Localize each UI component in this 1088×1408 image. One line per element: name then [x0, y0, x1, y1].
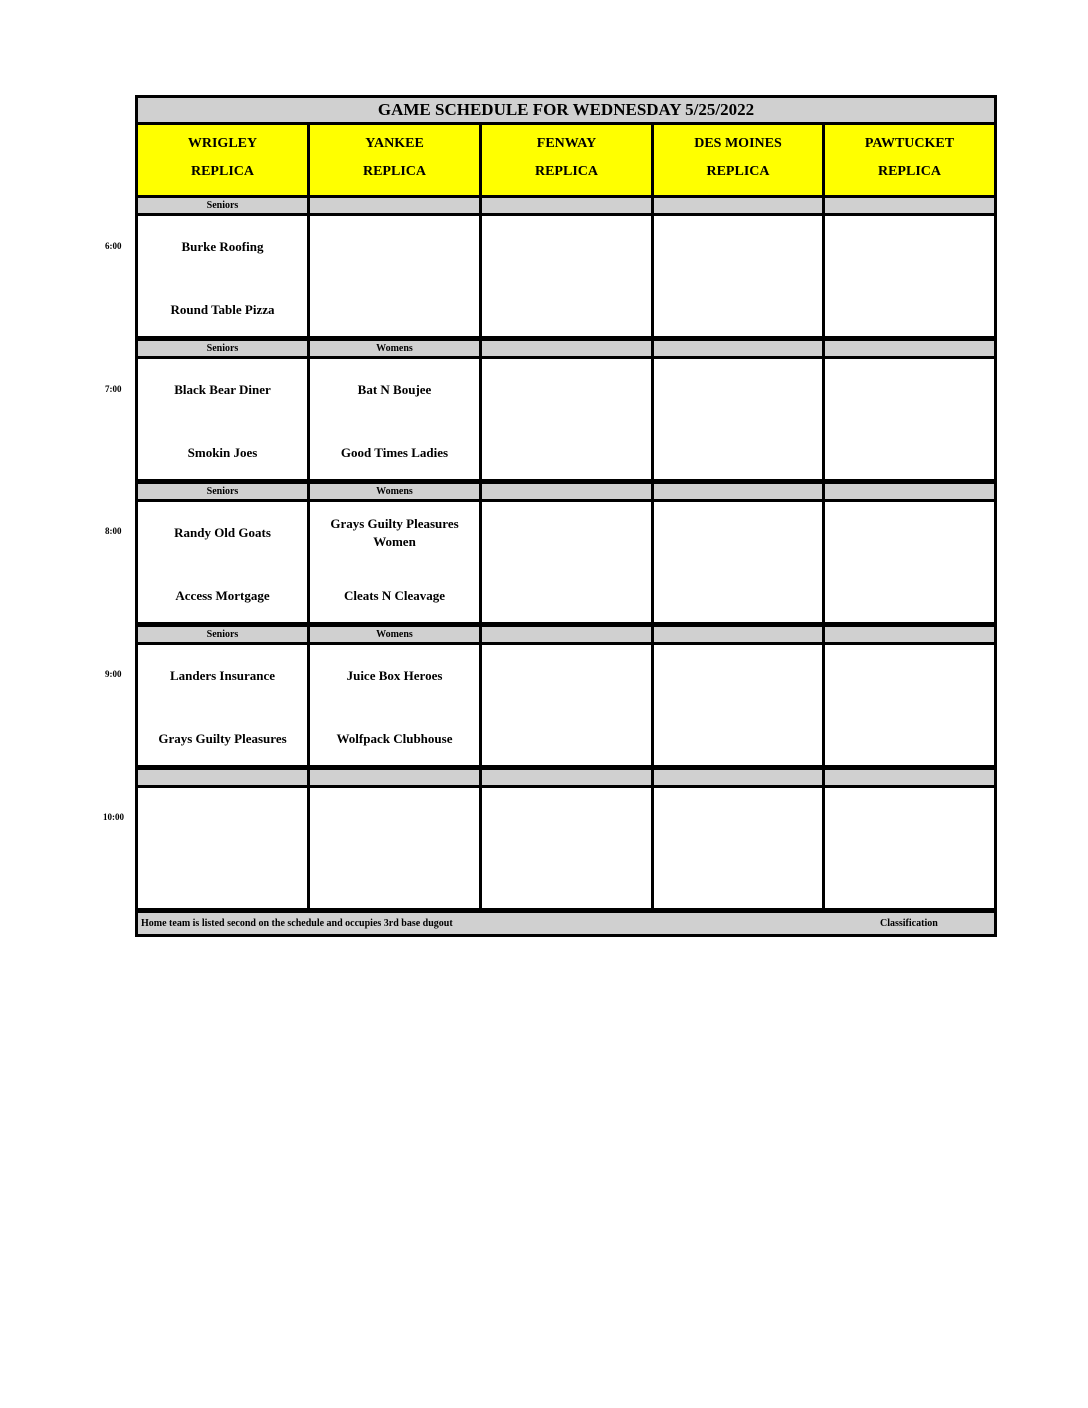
away-team: Grays Guilty Pleasures Women	[330, 516, 459, 549]
classification-bar	[482, 627, 651, 642]
game-cell	[825, 502, 994, 622]
classification-bar: Womens	[310, 484, 479, 499]
game-cell	[482, 359, 651, 479]
time-slot-label: 9:00	[105, 669, 122, 679]
away-team: Juice Box Heroes	[346, 668, 443, 683]
away-team: Burke Roofing	[181, 239, 264, 254]
field-name: PAWTUCKET	[864, 136, 955, 151]
classification-bar	[825, 341, 994, 356]
classification-bar: Seniors	[138, 484, 307, 499]
field-type: REPLICA	[534, 164, 598, 179]
classification-bar	[138, 770, 307, 785]
field-type: REPLICA	[706, 164, 770, 179]
away-team: Bat N Boujee	[357, 382, 432, 397]
classification-bar	[825, 627, 994, 642]
game-cell	[482, 502, 651, 622]
game-cell	[310, 788, 479, 908]
away-team: Landers Insurance	[169, 668, 276, 683]
home-team: Access Mortgage	[175, 588, 270, 603]
game-cell	[654, 788, 822, 908]
classification-bar	[654, 341, 822, 356]
classification-bar: Seniors	[138, 341, 307, 356]
field-type: REPLICA	[362, 164, 426, 179]
classification-bar	[482, 770, 651, 785]
field-name: YANKEE	[365, 136, 424, 151]
field-header	[138, 125, 307, 195]
home-team: Grays Guilty Pleasures	[158, 731, 287, 746]
game-cell	[654, 645, 822, 765]
home-team: Good Times Ladies	[340, 445, 449, 460]
home-team: Wolfpack Clubhouse	[336, 731, 453, 746]
game-cell	[310, 645, 479, 765]
game-cell	[138, 502, 307, 622]
game-cell	[138, 645, 307, 765]
game-cell	[138, 216, 307, 336]
field-header	[310, 125, 479, 195]
classification-bar	[654, 627, 822, 642]
game-cell	[654, 502, 822, 622]
classification-bar: Womens	[310, 627, 479, 642]
schedule-footer	[138, 913, 994, 934]
classification-bar: Womens	[310, 341, 479, 356]
classification-bar	[654, 198, 822, 213]
classification-bar	[310, 770, 479, 785]
field-type: REPLICA	[877, 164, 941, 179]
classification-bar	[482, 484, 651, 499]
game-cell	[654, 216, 822, 336]
game-cell	[310, 359, 479, 479]
field-type: REPLICA	[190, 164, 254, 179]
game-cell	[482, 216, 651, 336]
schedule-sheet	[135, 95, 997, 937]
schedule-title: GAME SCHEDULE FOR WEDNESDAY 5/25/2022	[138, 98, 994, 122]
game-cell	[310, 502, 479, 622]
classification-bar	[310, 198, 479, 213]
game-cell	[825, 645, 994, 765]
game-cell	[482, 645, 651, 765]
time-slot-label: 6:00	[105, 241, 122, 251]
home-team: Cleats N Cleavage	[343, 588, 446, 603]
field-name: DES MOINES	[694, 136, 782, 151]
time-slot-label: 10:00	[103, 812, 124, 822]
classification-bar	[482, 198, 651, 213]
classification-bar	[654, 770, 822, 785]
classification-bar: Seniors	[138, 198, 307, 213]
classification-bar	[825, 770, 994, 785]
away-team: Black Bear Diner	[174, 382, 271, 397]
game-cell	[482, 788, 651, 908]
game-cell	[138, 788, 307, 908]
away-team: Randy Old Goats	[174, 525, 271, 540]
time-slot-label: 8:00	[105, 526, 122, 536]
home-team: Round Table Pizza	[170, 302, 275, 317]
field-name: WRIGLEY	[187, 136, 258, 151]
classification-bar	[654, 484, 822, 499]
field-header	[654, 125, 822, 195]
classification-bar	[482, 341, 651, 356]
field-name: FENWAY	[536, 136, 597, 151]
game-cell	[654, 359, 822, 479]
game-cell	[825, 788, 994, 908]
classification-bar	[825, 484, 994, 499]
field-header	[825, 125, 994, 195]
time-slot-label: 7:00	[105, 384, 122, 394]
home-team-note: Home team is listed second on the schedule and occupies 3rd base dugout	[141, 918, 453, 929]
classification-bar	[825, 198, 994, 213]
game-cell	[138, 359, 307, 479]
field-header	[482, 125, 651, 195]
game-cell	[825, 359, 994, 479]
classification-bar: Seniors	[138, 627, 307, 642]
game-cell	[825, 216, 994, 336]
game-cell	[310, 216, 479, 336]
home-team: Smokin Joes	[187, 445, 258, 460]
classification-legend: Classification	[880, 918, 938, 929]
